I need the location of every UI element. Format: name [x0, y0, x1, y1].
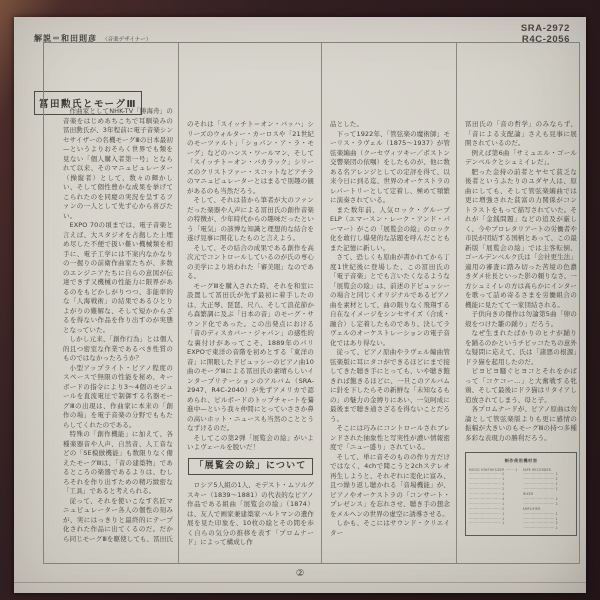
text-column-2 — [187, 120, 314, 548]
paragraph: しかし元来、「創作行為」とは個人的且つ密室な作業であるべき性質のものではなかったろうか？ — [63, 335, 173, 362]
paragraph: 作曲家としてNHK-TV「勝海舟」の音楽をはじめあちこちで耳馴染みの冨田勲氏が、3年程前に電子音楽シンセサイザーの名機モーグⅢの日本最初—というよりおそらく世界でも類を見ない「個人購入者第一号」となられて以来、そのマニュピュレーター（操縦者）として、数々の輝かしい、そして個性豊かな成果を挙げてこられたのを同慶の実況を呈するファンの一人として先ず心から喜びたい。 — [63, 107, 173, 220]
text-column-1 — [63, 107, 173, 544]
column-4-paragraphs — [465, 120, 577, 443]
paragraph: のそれは「スイッチト＝オン・バッハ」シリーズのウォルター・カーロスや「21世紀のモーツァルト」「ショパン・ア・ラ・モーグ」などのハンス・ワールマン、そして「スイッチト＝オン・バカラック」シリーズのクリストファー・スコットなどアチラのマニュピュレーターとはまるで別趣の観があるのも当然だろう。 — [187, 120, 314, 195]
paragraph: しかも、そこにはサウンド・クリエイター — [330, 519, 450, 537]
equipment-row: ··························· 4 — [469, 496, 505, 501]
equipment-row: ··························· 2 — [522, 501, 558, 506]
equipment-row: ··························· 1 — [469, 492, 505, 497]
equipment-row: ··························· 1 — [522, 516, 558, 521]
equipment-table — [465, 452, 577, 536]
equipment-row: ··························· 2 — [522, 521, 558, 526]
equipment-row: ··························· 1 — [469, 482, 505, 487]
commentary-author: 解説＝和田則彦 — [34, 34, 97, 43]
paragraph: そしてこの第2弾「展覧会の絵」がいよいよヴェールを脱いだ！ — [187, 433, 314, 451]
equipment-row: ··························· 2 — [469, 472, 505, 477]
paragraph: 例えば第6曲「サミュエル・ゴールデンベルクとシュミイレだ」。 — [465, 148, 577, 166]
catalog-number-r4c: R4C-2056 — [521, 33, 570, 45]
paragraph: EXPO 70の頃までは、電子音楽と言えば、大スタジオを占拠した上埋め尽した不便で扱い難い機械類を相手に、電子工学には不案内なかなりの一握りの前衛作曲家たちが、多数のエンジニアたちに自らの意図が伝達できず又機械の性能力に限界があるのをもどかしがりつつ、非能率的な「人海戦術」の結果であるひとりよがりの難解な、そして短かからざるを得ない作品を作り出すのが実態となっていた。 — [63, 221, 173, 334]
paragraph: 品とした。 — [330, 120, 363, 128]
paragraph: さて、恐しくも原曲が書かれてから丁度1世紀後に登場した、この冨田氏の「電子音楽」とでも言いたくなるような「展覧会の絵」は、前述のドビュッシーの場合と同じくオリジナルであるピアノ曲を素材として、曲の限りなく飛翔する自在なイメージをシンセサイズ（合成・融合）し定着したものであり、決してラヴェルのオーケストレーションの電子音化ではあり得ない。 — [330, 253, 450, 347]
equipment-row: ··························· 1 — [522, 496, 558, 501]
paragraph: 各プロムナードが、ピアノ原曲は勿論として管弦楽版よりも更に感情の振幅が大きいのもモーグⅢの持つ多種多彩な表現力の勝利だろう。 — [465, 405, 577, 442]
equipment-row: ··························· 1 — [469, 511, 505, 516]
paragraph: そして、それは昔から筆者が大のファンだった楽器や人声による冨田氏の創作音楽の特徴が、少年時代からの趣味だったという「電気」の該博な知識と理想的な結合を遂げ見事に開花したものと言えよう。 — [187, 196, 314, 242]
paragraph: そして、その結合の成果である創作を高次元でコントロールしているのが氏の専心の美学により培われた「審美眼」なのである。 — [187, 243, 314, 280]
equipment-table-caption: 制作使用機材表 — [504, 458, 538, 463]
equipment-row: ··························· 1 — [522, 511, 558, 516]
equipment-row: ··························· 1 — [522, 487, 558, 492]
paragraph: なぜ生まれたばかりのヒナが踊りを踊るのかというチビッコたちの意外な疑問に応えて、氏は「諸悪の根源」ドラ猫を起用したのだ。 — [465, 329, 577, 366]
paragraph: 下って1922年、「管弦楽の魔術師」モーリス・ラヴェル（1875〜1937）が管弦楽編曲（クーセヴィツキー／ボストン交響楽団の依嘱）をしたものが、他に数ある名アレンジとしての定評を得て、以来今日に到る迄、世界のオーケストラのレパートリーとして定着し、極めて頻繁に演奏されている。 — [330, 129, 450, 204]
section-title-pictures: 「展覧会の絵」について — [188, 458, 313, 476]
paragraph: モーグⅢを購入された時、それを和室に設置して冨田氏が先ず最初に着手したのは、大正琴、琵琶、尺八、そして浪花節から森繁調に及ぶ「日本の音」のモーグ・サウンド化であった。この出発点における「音のディスカバー・ジャパン」の感性的な裏付けがあってこそ、1889年のパリEXPOで東洋の音階を初めとする「東洋の音」に開眼したドビュッシーのピアノ曲10曲のモーグⅢによる冨田氏の素晴らしいインタープリテーションのアルバム（SRA-2947、R4C-2040）が先ずアメリカで認められ、ビルボードのトップチャートを驀進中—という我々仲間にとっていささか鼻の高いホット・ニュースも当然のこととうなずけるのだ。 — [187, 281, 314, 432]
equipment-row: ··························· 1 — [522, 526, 558, 531]
catalog-number-sra: SRA-2972 — [520, 23, 570, 34]
page-number: ② — [295, 568, 305, 579]
paragraph: 特殊の「創作機能」に加えて、各種楽器音や人声、自然音、人工音などの「SE模倣機能」も数限りなく備えたモーグⅢは、「音の建築物」であるところの楽器であるよりは、むしろそれを作り出すための精巧緻密な「工具」であると考えられる。 — [63, 430, 173, 495]
equipment-row: ··························· 1 — [522, 472, 558, 477]
equipment-row: ··························· 2 — [522, 477, 558, 482]
paragraph: 従って、ピアノ原曲やラヴェル編曲管弦楽版に耳にタコができるほどにまで接してきた聴き手にとっても、いや聴き飽きれば飽きるほどに、一旦このアルバムに針を下したらその新鮮な「未知なるもの」の魅力の金縛りにあい、一気呵成に最後まで聴き通さざるを得ないことだろう。 — [330, 348, 450, 423]
equipment-row: ··························· 2 — [469, 506, 505, 511]
paragraph: 冨田氏の「音の哲学」のみならず、「音による支配論」さえも見事に展開されているのだ。 — [465, 120, 577, 147]
paragraph: ピヨピヨ騒ぐヒヨコとそれをかばって「コケコー…」と大奮戦する牝鶏、そして最後にドラ猫はリタイアし追放されてしまう、母と子。 — [465, 367, 577, 404]
equipment-row: ··························· 1 — [469, 501, 505, 506]
paper-bottom-edge — [14, 582, 586, 583]
paragraph: 従って、それを使いこなす名匠マニュピュレーター各人の個性の刻みが、実にはっきりと最終的にテープ化された作品に出てくるのだ。だから同じモーグⅢを駆使しても、冨田氏 — [63, 496, 173, 543]
paragraph: そして、単に音そのものの作り方だけではなく、4chで聞こうと2chステレオ再生しようと、それぞれに変化に富み、且つ繰り返し聴かれる「音場機能」が、ピアノやオーケストラの「コンサート・プレゼンス」を忘れさせ、聴き手の想念をメルヘンの世界の虚空に誘導させる。 — [330, 452, 450, 518]
column-divider-3 — [456, 43, 457, 563]
equipment-row: MOOG SYNTHESIZER ······· 1 — [469, 467, 518, 472]
text-column-3 — [330, 120, 450, 538]
column-divider-1 — [178, 43, 179, 563]
equipment-row: ··························· 1 — [469, 521, 505, 526]
equipment-row: ··························· 1 — [522, 482, 558, 487]
content-frame — [43, 42, 580, 564]
paragraph: ロシア5人組の1人、モデスト・ムソルグスキー（1839〜1881）の代表的なピアノ作品である組曲「展覧会の絵」（1874）は、友人で画家兼建築家ハルトマンの遺作展を見た印象を、10枚の絵とその間を歩く自らの気分の推移を表す「プロムナード」によって構成し作 — [187, 481, 314, 546]
paragraph: そこには巧みにコントロールされブレンドされた抽象性と写実性が濃い情報密度で「ニュー盛り」されている。 — [330, 424, 450, 451]
section-title-tomita: 冨田勲氏とモーグⅢ — [34, 91, 142, 115]
equipment-row: TAPE RECORDER — [522, 467, 552, 472]
text-column-4 — [465, 120, 577, 536]
equipment-row: ··························· 1 — [469, 516, 505, 521]
paragraph: また数年前、人気ロック・グループELP（エマースン・レーク・アンド・パーマー）がこの「展覧会の絵」のロック化を敢行し爆発的な話題を呼んだこともまた記憶に新しい。 — [330, 205, 450, 252]
equipment-row: ··························· 1 — [469, 477, 505, 482]
paragraph: 肥った金持の前者とヤセて貧乏な後者というふたりのユダヤ人は、原曲にしても、そして管弦楽編曲では更に増強された貧富の力関係がコントラストをもって描写されていた。それが「金銭問題」などの追及が厳しく、今やプロレタリアートの労働者や市民が団結する国柄とあって、この最新版「展覧会の絵」では主客転倒、ゴールデンベルク氏は「会社更生法」適用の審査に踏み切った苦境の色濃きダメ社長といった影の頼りなさ、一方シュミイレの方は高らかにインターを歌って詰め寄るさまを労働組合の機能に見たてて一家団結される。 — [465, 167, 578, 309]
commentary-author-note: （音楽デザイナー） — [102, 37, 152, 43]
column-divider-2 — [321, 43, 322, 563]
equipment-table-left-column — [469, 468, 520, 532]
paragraph: 小型アップライト・ピアノ程度のスペースで無限の性能を秘め、キーボードの指令により3〜4個のモジュールを直流電圧で制御する名器モーグⅢの出現は、作曲家に本来の「創作の場」を電子音楽の分野でももたらしてくれたのである。 — [63, 363, 173, 429]
liner-notes-sheet — [14, 17, 586, 593]
equipment-table-right-column — [523, 468, 574, 532]
equipment-row: AMPLIFIER — [522, 506, 541, 511]
equipment-row: ··························· 2 — [469, 487, 505, 492]
paragraph: 子供向きの傑作は勿論第5曲「卵の殻をつけた雛の踊り」だろう。 — [465, 310, 577, 328]
equipment-row: MIXER — [522, 492, 534, 497]
